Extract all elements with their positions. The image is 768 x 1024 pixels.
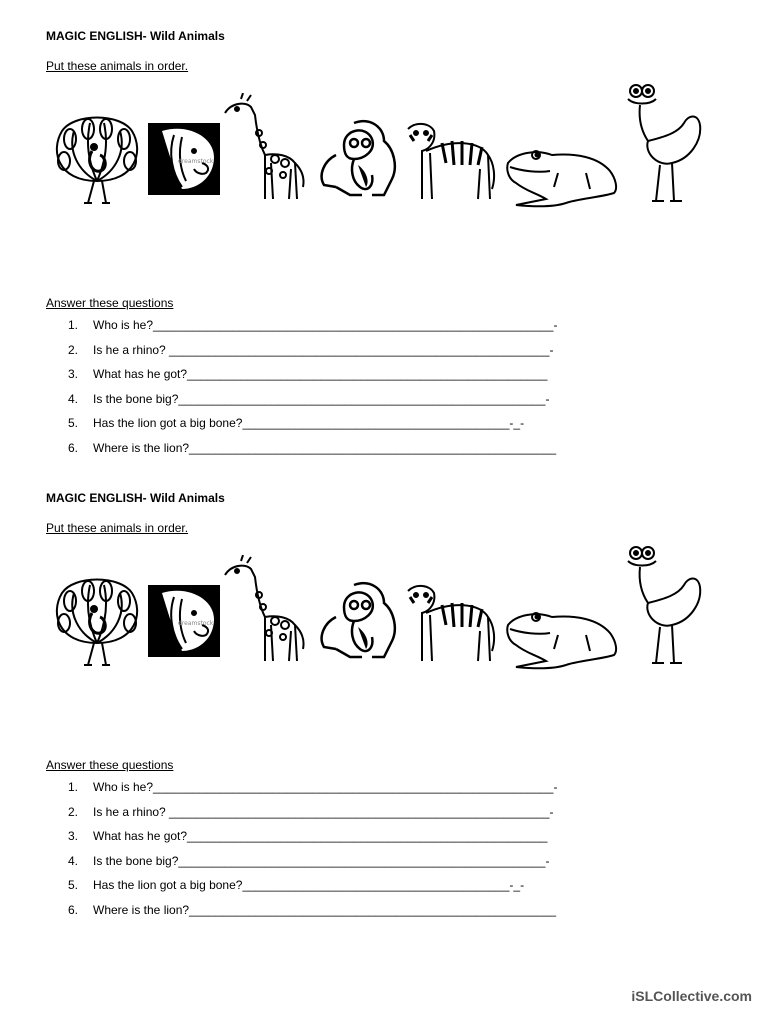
lion-watermark: dreamstock: [178, 620, 214, 627]
tiger-icon: [402, 119, 498, 203]
lion-icon: [148, 585, 220, 657]
question-item: [46, 878, 726, 903]
question-item: [46, 367, 726, 392]
worksheet-section-2: [46, 491, 726, 928]
question-number: 2.: [68, 342, 79, 357]
worksheet-section-1: [46, 29, 726, 466]
question-item: [46, 903, 726, 928]
animal-picture-row: [46, 555, 726, 683]
giraffe-icon: [221, 555, 311, 665]
peacock-icon: [48, 573, 146, 673]
question-text[interactable]: What has he got?______________________________________________________: [93, 829, 548, 844]
question-number: 3.: [68, 367, 79, 382]
question-item: [46, 416, 726, 441]
question-number: 1.: [68, 318, 79, 332]
question-item: [46, 343, 726, 368]
worksheet-title: MAGIC ENGLISH- Wild Animals: [46, 491, 225, 505]
question-text[interactable]: Is the bone big?_______________________________________________________-: [93, 853, 550, 868]
question-number: 6.: [68, 440, 79, 455]
question-number: 6.: [68, 902, 79, 917]
ostrich-icon: [624, 545, 708, 671]
question-text[interactable]: Who is he?____________________________________________________________-: [93, 318, 558, 332]
question-number: 4.: [68, 853, 79, 868]
question-item: [46, 441, 726, 466]
gorilla-icon: [314, 115, 400, 201]
site-footer-logo[interactable]: iSLCollective.com: [631, 988, 752, 1004]
ostrich-icon: [624, 83, 708, 209]
question-number: 5.: [68, 878, 79, 893]
questions-list: [46, 780, 726, 928]
question-text[interactable]: Who is he?____________________________________________________________-: [93, 780, 558, 794]
giraffe-icon: [221, 93, 311, 203]
question-text[interactable]: Has the lion got a big bone?________________________________________-_-: [93, 878, 525, 893]
crocodile-icon: [506, 143, 622, 209]
tiger-icon: [402, 581, 498, 665]
question-item: [46, 805, 726, 830]
question-text[interactable]: What has he got?______________________________________________________: [93, 367, 548, 382]
question-number: 5.: [68, 416, 79, 431]
worksheet-title: MAGIC ENGLISH- Wild Animals: [46, 29, 225, 43]
question-item: [46, 392, 726, 417]
peacock-icon: [48, 111, 146, 211]
question-text[interactable]: Is the bone big?_______________________________________________________-: [93, 391, 550, 406]
question-number: 1.: [68, 780, 79, 794]
lion-watermark: dreamstock: [178, 158, 214, 165]
question-item: [46, 829, 726, 854]
animal-picture-row: [46, 93, 726, 221]
questions-heading: Answer these questions: [46, 758, 174, 772]
question-item: [46, 854, 726, 879]
gorilla-icon: [314, 577, 400, 663]
question-number: 2.: [68, 804, 79, 819]
ordering-instruction: Put these animals in order.: [46, 59, 189, 73]
questions-heading: Answer these questions: [46, 296, 174, 310]
question-text[interactable]: Where is the lion?_______________________________________________________: [93, 902, 557, 917]
lion-icon: [148, 123, 220, 195]
crocodile-icon: [506, 605, 622, 671]
question-text[interactable]: Is he a rhino? _________________________________________________________-: [93, 342, 554, 357]
question-text[interactable]: Is he a rhino? _________________________________________________________-: [93, 804, 554, 819]
question-number: 4.: [68, 391, 79, 406]
ordering-instruction: Put these animals in order.: [46, 521, 189, 535]
question-item: [46, 780, 726, 805]
question-item: [46, 318, 726, 343]
question-text[interactable]: Has the lion got a big bone?________________________________________-_-: [93, 416, 525, 431]
questions-list: [46, 318, 726, 466]
question-number: 3.: [68, 829, 79, 844]
question-text[interactable]: Where is the lion?_______________________________________________________: [93, 440, 557, 455]
